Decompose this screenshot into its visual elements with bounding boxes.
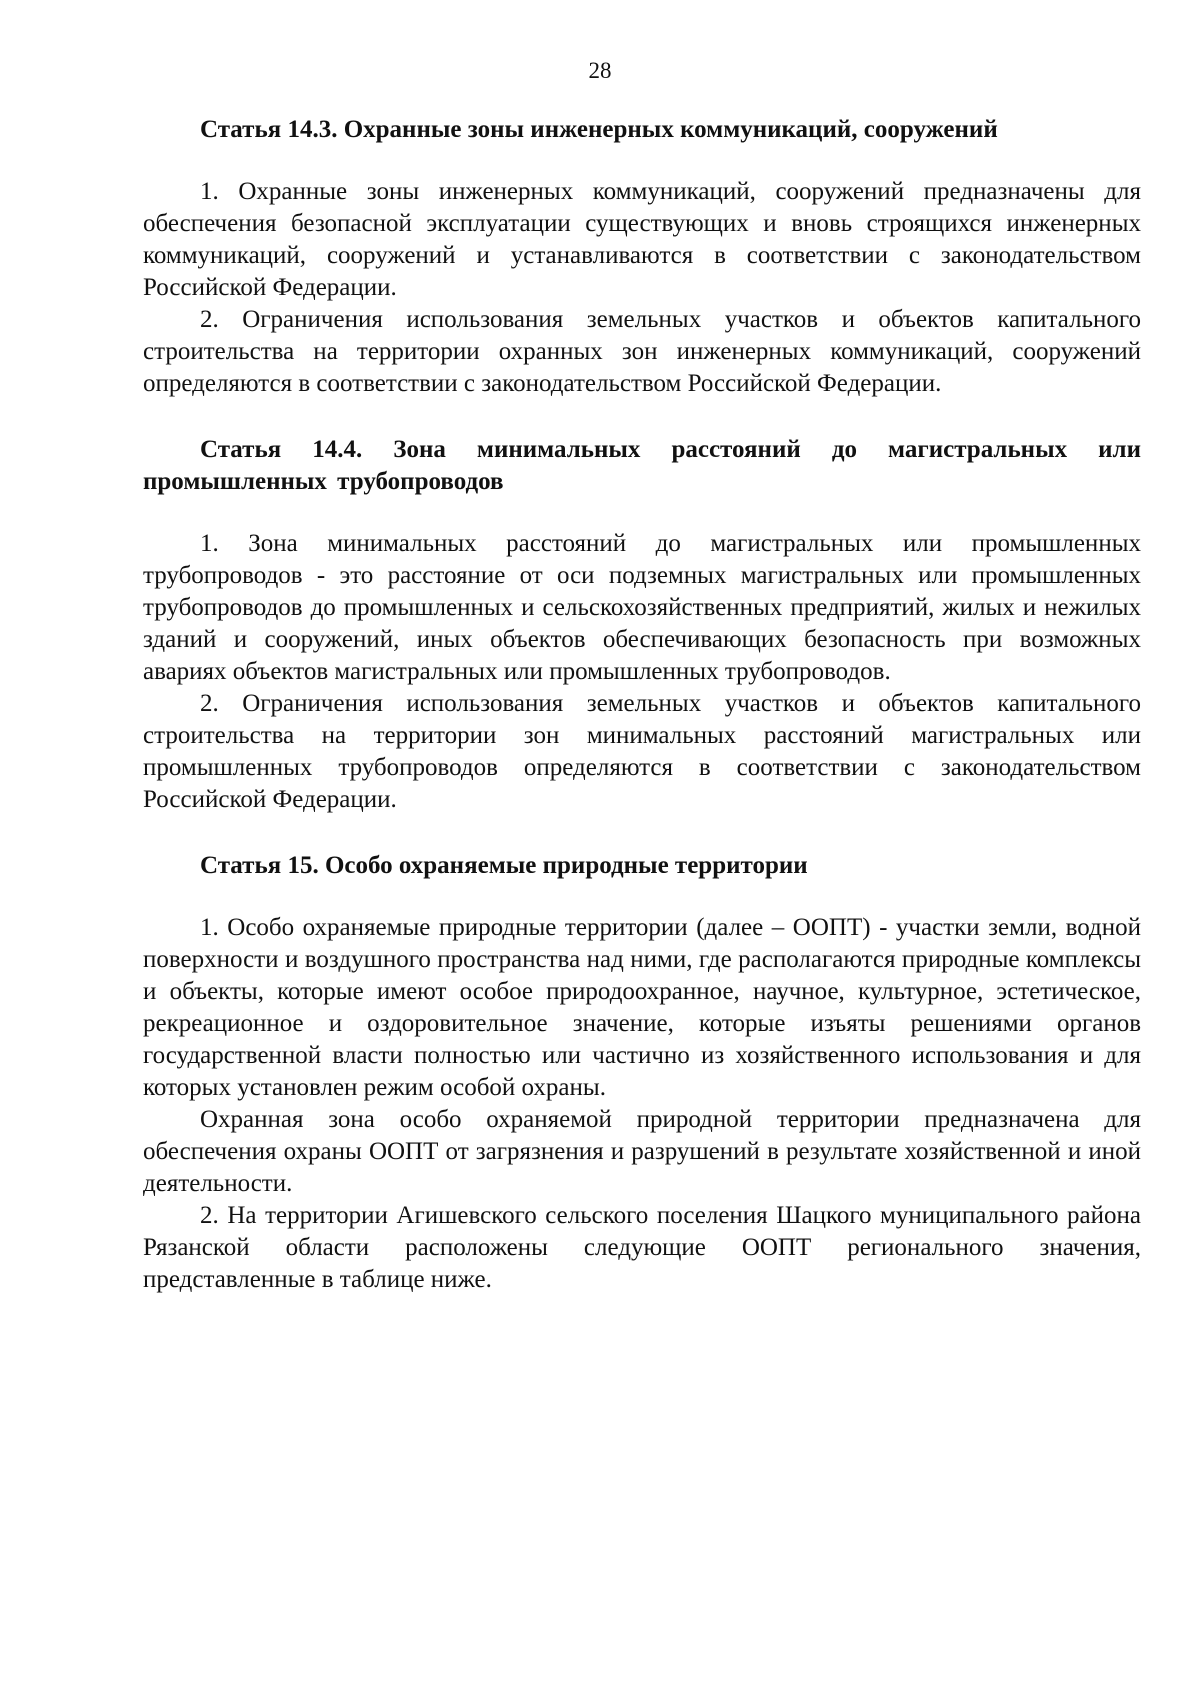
section-article-15	[143, 850, 1141, 1296]
paragraph: 2. На территории Агишевского сельского поселения Шацкого муниципального района Рязанской области расположены следующие ООПТ регионального значения, представленные в таблице ниже.	[143, 1202, 1141, 1293]
section-article-14-4	[143, 434, 1141, 816]
document-body	[143, 114, 1141, 1296]
paragraph: 1. Охранные зоны инженерных коммуникаций, сооружений предназначены для обеспечения безопасной эксплуатации существующих и вновь строящихся инженерных коммуникаций, сооружений и устанавливаются в соответствии с законодательством Российской Федерации.	[143, 178, 1141, 301]
paragraph: 2. Ограничения использования земельных участков и объектов капитального строительства на территории зон минимальных расстояний магистральных или промышленных трубопроводов определяются в соответствии с законодательством Российской Федерации.	[143, 690, 1141, 813]
section-heading: Статья 14.3. Охранные зоны инженерных коммуникаций, сооружений	[200, 116, 998, 143]
paragraph: 1. Зона минимальных расстояний до магистральных или промышленных трубопроводов - это расстояние от оси подземных магистральных или промышленных трубопроводов до промышленных и сельскохозяйственных предприятий, жилых и нежилых зданий и сооружений, иных объектов обеспечивающих безопасность при возможных авариях объектов магистральных или промышленных трубопроводов.	[143, 530, 1141, 685]
paragraph: 1. Особо охраняемые природные территории (далее – ООПТ) - участки земли, водной поверхности и воздушного пространства над ними, где располагаются природные комплексы и объекты, которые имеют особое природоохранное, научное, культурное, эстетическое, рекреационное и оздоровительное значение, которые изъяты решениями органов государственной власти полностью или частично из хозяйственного использования и для которых установлен режим особой охраны.	[143, 914, 1141, 1101]
section-heading: Статья 15. Особо охраняемые природные территории	[200, 852, 808, 879]
paragraph: Охранная зона особо охраняемой природной территории предназначена для обеспечения охраны ООПТ от загрязнения и разрушений в результате хозяйственной и иной деятельности.	[143, 1106, 1141, 1197]
section-heading: Статья 14.4. Зона минимальных расстояний до магистральных или промышленных трубопроводов	[143, 436, 1141, 495]
section-article-14-3	[143, 114, 1141, 400]
paragraph: 2. Ограничения использования земельных участков и объектов капитального строительства на территории охранных зон инженерных коммуникаций, сооружений определяются в соответствии с законодательством Российской Федерации.	[143, 306, 1141, 397]
page-number: 28	[588, 58, 612, 83]
